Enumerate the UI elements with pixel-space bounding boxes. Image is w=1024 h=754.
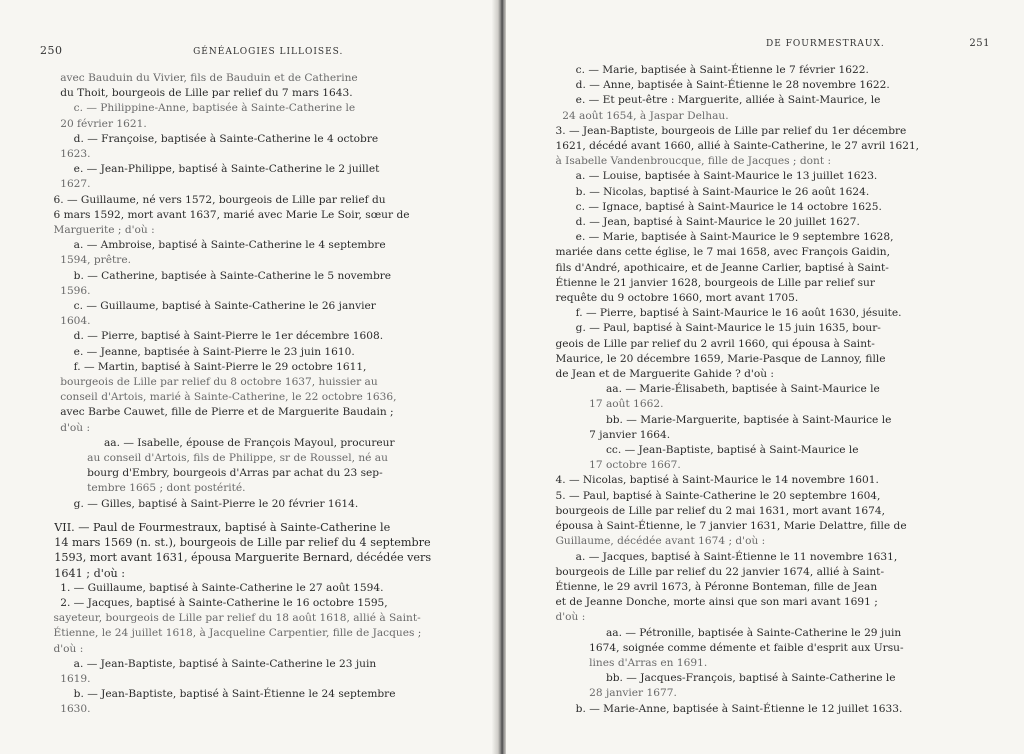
text-line: b. — Jean-Baptiste, baptisé à Saint-Étienne le 24 septembre <box>40 688 396 701</box>
text-line: geois de Lille par relief du 2 avril 1660, qui épousa à Saint- <box>542 337 875 350</box>
text-line: a. — Ambroise, baptisé à Sainte-Catherine le 4 septembre <box>40 239 386 252</box>
right-page-text <box>542 63 990 717</box>
text-line: Guillaume, décédée avant 1674 ; d'où : <box>542 535 766 548</box>
text-line: 2. — Jacques, baptisé à Sainte-Catherine le 16 octobre 1595, <box>40 596 388 609</box>
text-line: aa. — Marie-Élisabeth, baptisée à Saint-Maurice le <box>542 383 880 396</box>
text-line: d. — Jean, baptisé à Saint-Maurice le 20 juillet 1627. <box>542 216 860 229</box>
text-line: 1593, mort avant 1631, épousa Marguerite Bernard, décédée vers <box>40 551 432 565</box>
text-line: a. — Jacques, baptisé à Saint-Étienne le 11 novembre 1631, <box>542 550 898 563</box>
text-line: d'où : <box>40 642 84 655</box>
left-page <box>0 0 500 754</box>
text-line: c. — Ignace, baptisé à Saint-Maurice le 14 octobre 1625. <box>542 200 882 213</box>
text-line: e. — Jeanne, baptisée à Saint-Pierre le 23 juin 1610. <box>40 345 355 358</box>
text-line: 6 mars 1592, mort avant 1637, marié avec Marie Le Soir, sœur de <box>40 208 410 221</box>
text-line: à Isabelle Vandenbroucque, fille de Jacques ; dont : <box>542 155 832 168</box>
text-line: 1621, décédé avant 1660, allié à Sainte-Catherine, le 27 avril 1621, <box>542 140 920 153</box>
text-line: d'où : <box>40 421 91 434</box>
text-line <box>40 512 478 520</box>
text-line: b. — Catherine, baptisée à Sainte-Catherine le 5 novembre <box>40 269 392 282</box>
text-line: 17 août 1662. <box>542 398 664 411</box>
text-line: requête du 9 octobre 1660, mort avant 1705. <box>542 292 799 305</box>
text-line: c. — Philippine-Anne, baptisée à Sainte-Catherine le <box>40 102 356 115</box>
text-line: VII. — Paul de Fourmestraux, baptisé à Sainte-Catherine le <box>40 520 391 534</box>
text-line: g. — Gilles, baptisé à Saint-Pierre le 20 février 1614. <box>40 497 359 510</box>
text-line: 1627. <box>40 178 91 191</box>
text-line: avec Bauduin du Vivier, fils de Bauduin et de Catherine <box>40 72 358 84</box>
text-line: d'où : <box>542 611 586 624</box>
left-page-number: 250 <box>40 44 63 57</box>
text-line: 1619. <box>40 672 91 685</box>
text-line: bourgeois de Lille par relief du 8 octobre 1637, huissier au <box>40 376 378 389</box>
text-line: bb. — Marie-Marguerite, baptisée à Saint-Maurice le <box>542 413 892 426</box>
text-line: 1594, prêtre. <box>40 254 131 267</box>
text-line: 1674, soignée comme démente et faible d'esprit aux Ursu- <box>542 641 904 654</box>
text-line: avec Barbe Cauwet, fille de Pierre et de Marguerite Baudain ; <box>40 406 394 419</box>
text-line: lines d'Arras en 1691. <box>542 656 708 669</box>
text-line: Étienne, le 29 avril 1673, à Péronne Bonteman, fille de Jean <box>542 580 878 593</box>
right-page-header <box>542 38 990 49</box>
text-line: bourg d'Embry, bourgeois d'Arras par achat du 23 sep- <box>40 467 383 480</box>
text-line: bb. — Jacques-François, baptisé à Sainte-Catherine le <box>542 672 896 685</box>
text-line: e. — Jean-Philippe, baptisé à Sainte-Catherine le 2 juillet <box>40 163 380 176</box>
text-line: de Jean et de Marguerite Gahide ? d'où : <box>542 368 774 381</box>
text-line: d. — Françoise, baptisée à Sainte-Catherine le 4 octobre <box>40 132 379 145</box>
text-line: bourgeois de Lille par relief du 22 janvier 1674, allié à Saint- <box>542 565 885 578</box>
text-line: conseil d'Artois, marié à Sainte-Catherine, le 22 octobre 1636, <box>40 391 397 404</box>
text-line: 7 janvier 1664. <box>542 428 671 441</box>
text-line: 24 août 1654, à Jaspar Delhau. <box>542 109 729 122</box>
text-line: Étienne le 21 janvier 1628, bourgeois de Lille par relief sur <box>542 276 875 289</box>
text-line: e. — Et peut-être : Marguerite, alliée à Saint-Maurice, le <box>542 94 881 107</box>
left-running-title: GÉNÉALOGIES LILLOISES. <box>193 47 344 57</box>
left-page-header <box>40 44 478 57</box>
text-line: sayeteur, bourgeois de Lille par relief du 18 août 1618, allié à Saint- <box>40 612 421 625</box>
text-line: 20 février 1621. <box>40 117 147 130</box>
right-page <box>506 0 1024 754</box>
text-line: fils d'André, apothicaire, et de Jeanne Carlier, baptisé à Saint- <box>542 261 889 274</box>
text-line: 17 octobre 1667. <box>542 459 681 472</box>
text-line: 1630. <box>40 703 91 716</box>
text-line: c. — Guillaume, baptisé à Sainte-Catherine le 26 janvier <box>40 300 376 313</box>
text-line: au conseil d'Artois, fils de Philippe, sr de Roussel, né au <box>40 452 388 465</box>
text-line: 14 mars 1569 (n. st.), bourgeois de Lille par relief du 4 septembre <box>40 536 431 550</box>
text-line: 6. — Guillaume, né vers 1572, bourgeois de Lille par relief du <box>40 193 386 206</box>
right-page-number: 251 <box>969 38 990 49</box>
text-line: Maurice, le 20 décembre 1659, Marie-Pasque de Lannoy, fille <box>542 352 886 365</box>
text-line: 1604. <box>40 315 91 328</box>
text-line: mariée dans cette église, le 7 mai 1658, avec François Gaidin, <box>542 246 890 259</box>
text-line: g. — Paul, baptisé à Saint-Maurice le 15 juin 1635, bour- <box>542 322 881 335</box>
text-line: f. — Pierre, baptisé à Saint-Maurice le 16 août 1630, jésuite. <box>542 307 902 320</box>
text-line: 3. — Jean-Baptiste, bourgeois de Lille par relief du 1er décembre <box>542 124 907 137</box>
text-line: Étienne, le 24 juillet 1618, à Jacqueline Carpentier, fille de Jacques ; <box>40 627 422 640</box>
text-line: f. — Martin, baptisé à Saint-Pierre le 29 octobre 1611, <box>40 360 367 373</box>
left-page-text <box>40 71 478 718</box>
text-line: b. — Nicolas, baptisé à Saint-Maurice le 26 août 1624. <box>542 185 870 198</box>
text-line: c. — Marie, baptisée à Saint-Étienne le 7 février 1622. <box>542 64 869 76</box>
text-line: du Thoit, bourgeois de Lille par relief du 7 mars 1643. <box>40 87 353 100</box>
text-line: et de Jeanne Donche, morte ainsi que son mari avant 1691 ; <box>542 596 878 609</box>
text-line: Marguerite ; d'où : <box>40 224 155 237</box>
text-line: a. — Jean-Baptiste, baptisé à Sainte-Catherine le 23 juin <box>40 657 377 670</box>
text-line: 28 janvier 1677. <box>542 687 677 700</box>
text-line: bourgeois de Lille par relief du 2 mai 1631, mort avant 1674, <box>542 504 885 517</box>
text-line: 4. — Nicolas, baptisé à Saint-Maurice le 14 novembre 1601. <box>542 474 879 487</box>
text-line: 1. — Guillaume, baptisé à Sainte-Catherine le 27 août 1594. <box>40 581 384 594</box>
text-line: 1641 ; d'où : <box>40 566 126 580</box>
right-running-title: DE FOURMESTRAUX. <box>766 39 885 49</box>
text-line: tembre 1665 ; dont postérité. <box>40 482 246 495</box>
text-line: e. — Marie, baptisée à Saint-Maurice le 9 septembre 1628, <box>542 231 894 244</box>
text-line: cc. — Jean-Baptiste, baptisé à Saint-Maurice le <box>542 444 859 457</box>
text-line: a. — Louise, baptisée à Saint-Maurice le 13 juillet 1623. <box>542 170 878 183</box>
text-line: aa. — Isabelle, épouse de François Mayoul, procureur <box>40 436 395 449</box>
text-line: 5. — Paul, baptisé à Sainte-Catherine le 20 septembre 1604, <box>542 489 881 502</box>
text-line: épousa à Saint-Étienne, le 7 janvier 1631, Marie Delattre, fille de <box>542 520 907 533</box>
text-line: d. — Anne, baptisée à Saint-Étienne le 28 novembre 1622. <box>542 79 890 92</box>
text-line: 1623. <box>40 148 91 161</box>
text-line: aa. — Pétronille, baptisée à Sainte-Catherine le 29 juin <box>542 626 902 639</box>
text-line: b. — Marie-Anne, baptisée à Saint-Étienne le 12 juillet 1633. <box>542 702 903 715</box>
text-line: d. — Pierre, baptisé à Saint-Pierre le 1er décembre 1608. <box>40 330 384 343</box>
text-line: 1596. <box>40 284 91 297</box>
